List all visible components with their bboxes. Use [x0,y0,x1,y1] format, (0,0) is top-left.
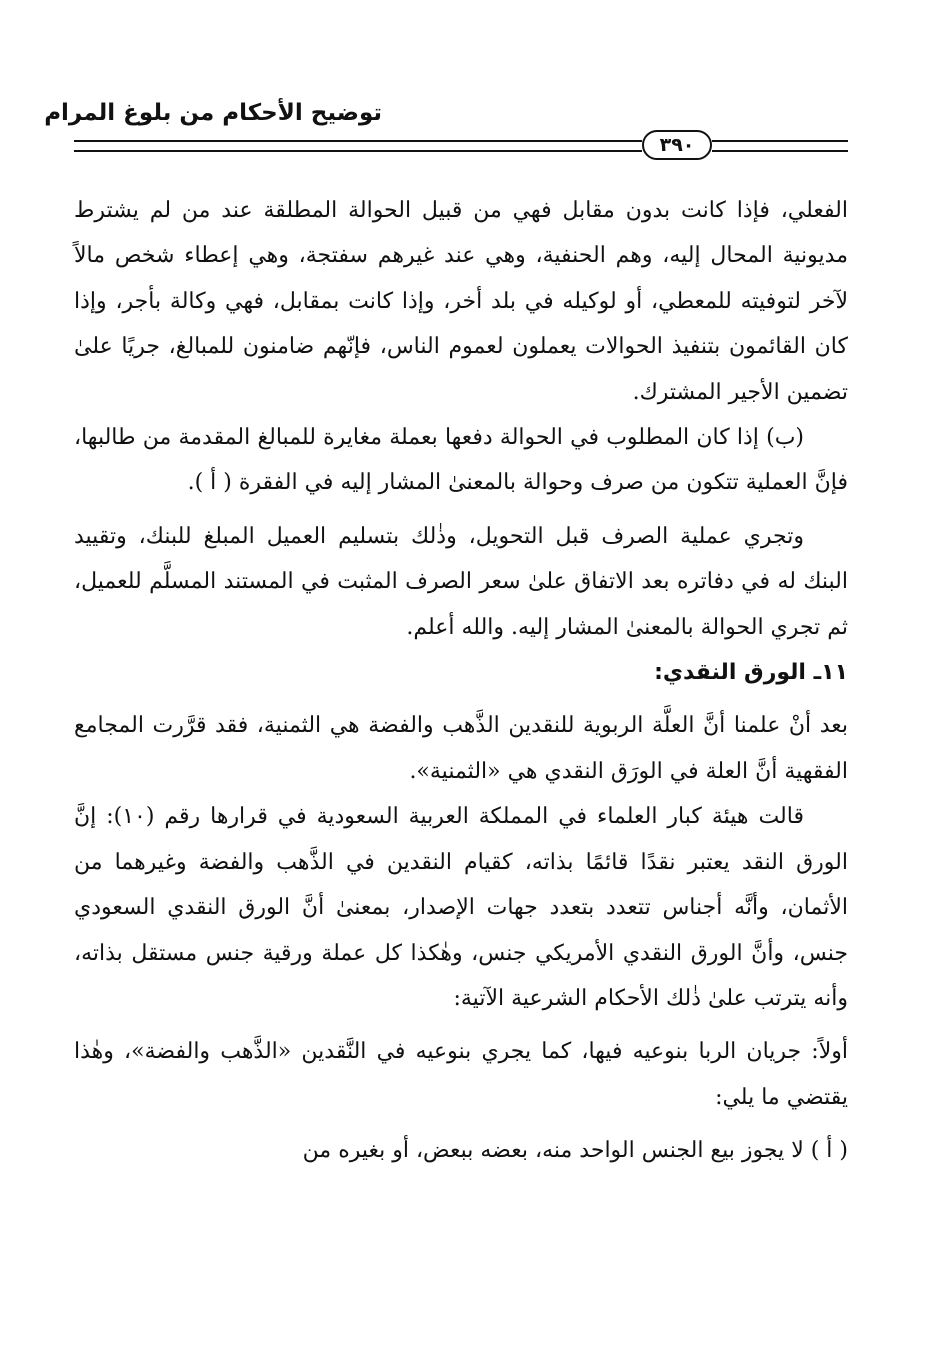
paragraph-scholars-decision: قالت هيئة كبار العلماء في المملكة العربية السعودية في قرارها رقم (١٠): إنَّ الورق النقد يعتبر نقدًا قائمًا بذاته، كقيام النقدين في الذَّهب والفضة وغيرهما من الأثمان، وأنَّه أجناس تتعدد بتعدد جهات الإصدار، بمعنىٰ أنَّ الورق النقدي السعودي جنس، وأنَّ الورق النقدي الأمريكي جنس، وهٰكذا كل عملة ورقية جنس مستقل بذاته، وأنه يترتب علىٰ ذٰلك الأحكام الشرعية الآتية: [74,804,848,1011]
paragraph-exchange: وتجري عملية الصرف قبل التحويل، وذٰلك بتسليم العميل المبلغ للبنك، وتقييد البنك له في دفاتره بعد الاتفاق علىٰ سعر الصرف المثبت في المستند المسلَّم للعميل، ثم تجري الحوالة بالمعنىٰ المشار إليه. والله أعلم. [74,523,848,640]
header-rule-right-top [712,140,848,142]
header-rule-right-bottom [712,150,848,152]
page-number: ٣٩٠ [642,130,712,160]
section-heading-paper-money: ١١ـ الورق النقدي: [654,660,848,686]
paragraph-item-a: ( أ ) لا يجوز بيع الجنس الواحد منه، بعضه ببعض، أو بغيره من [302,1138,848,1164]
header-rule-left-bottom [74,150,642,152]
page-body [74,188,848,1174]
paragraph-item-b: (ب) إذا كان المطلوب في الحوالة دفعها بعملة مغايرة للمبالغ المقدمة من طالبها، فإنَّ العملية تتكون من صرف وحوالة بالمعنىٰ المشار إليه في الفقرة ( أ ). [74,425,848,496]
paragraph-hawala-intro: الفعلي، فإذا كانت بدون مقابل فهي من قبيل الحوالة المطلقة عند من لم يشترط مديونية المحال إليه، وهم الحنفية، وهي عند غيرهم سفتجة، وهي إعطاء شخص مالاً لآخر لتوفيته للمعطي، أو لوكيله في بلد أخر، وإذا كانت بمقابل، فهي وكالة بأجر، وإذا كان القائمون بتنفيذ الحوالات يعملون لعموم الناس، فإنّهم ضامنون للمبالغ، جريًا علىٰ تضمين الأجير المشترك. [74,198,848,405]
header-rule-left-top [74,140,642,142]
running-title: توضيح الأحكام من بلوغ المرام [44,100,382,126]
paragraph-thamaniyya: بعد أنْ علمنا أنَّ العلَّة الربوية للنقدين الذَّهب والفضة هي الثمنية، فقد قرَّرت المجامع الفقهية أنَّ العلة في الورَق النقدي هي «الثمنية». [74,713,848,784]
paragraph-first-ruling: أولاً: جريان الربا بنوعيه فيها، كما يجري بنوعيه في النَّقدين «الذَّهب والفضة»، وهٰذا يقتضي ما يلي: [74,1039,848,1110]
